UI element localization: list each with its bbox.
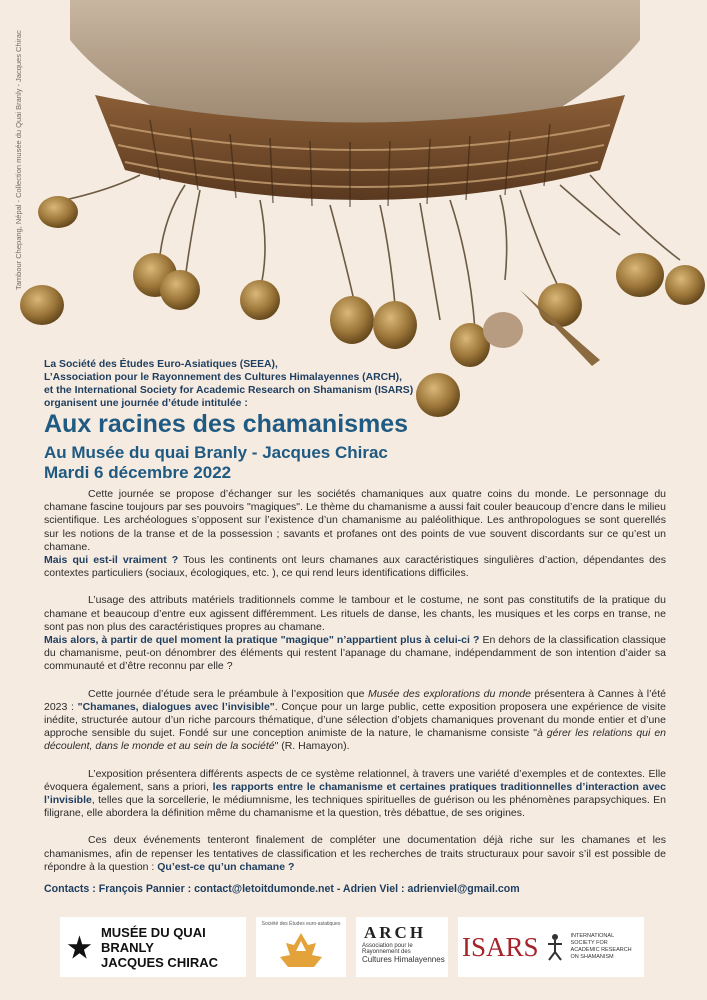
paragraph-text: présentera à Cannes à l’été 2023 : xyxy=(44,687,667,713)
question: Mais alors, à partir de quel moment la pratique "magique" n’appartient plus à celui-ci ? xyxy=(44,634,480,647)
arch-logo xyxy=(356,917,448,977)
paragraph-text: . Conçue pour un large public, cette exposition proposera une expérience de visite inédite, structurée autour d’un riche parcours thématique, d’une sélection d’objets chamaniques provenant du monde entier et d’une approche sensible du sujet. Fondé sur une conception animiste de la nature, le chamanisme consiste " xyxy=(44,700,666,740)
drum-photo xyxy=(0,0,707,420)
seea-logo xyxy=(256,917,346,977)
paragraph xyxy=(44,594,666,673)
paragraph-text: , telles que la sorcellerie, le médiumnisme, les techniques spirituelles de guérison ou les phénomènes parapsychiques. En filigrane, elle abordera la définition même du chamanisme et la question, très débattue, de ses origines. xyxy=(44,794,666,820)
intro-line: L’Association pour le Rayonnement des Cultures Himalayennes (ARCH), xyxy=(44,372,402,383)
event-date: Mardi 6 décembre 2022 xyxy=(44,463,232,482)
star-icon xyxy=(66,932,93,962)
logo-text: JACQUES CHIRAC xyxy=(100,954,218,970)
photo-credit: Tambour Chepang, Népal - Collection musée du Quai Branly - Jacques Chirac xyxy=(14,30,23,290)
logo-text: Société des Études euro-asiatiques xyxy=(261,921,341,927)
paragraph-text: Tous les continents ont leurs chamanes aux caractéristiques singulières d’action, dépendantes des contextes particuliers (sociaux, écologiques, etc. ), ce qui rend leurs identifications difficiles. xyxy=(44,554,667,580)
logo-text: Cultures Himalayennes xyxy=(362,955,445,964)
paragraph-text: En dehors de la classification classique du chamanisme, peut-on dénombrer des éléments qui restent l’apanage du chamane, indépendamment de son intention d’aider sa communauté et d’être reconnu par elle ? xyxy=(44,634,667,673)
logo-text: ARCH xyxy=(364,923,427,942)
event-venue: Au Musée du quai Branly - Jacques Chirac xyxy=(44,443,388,462)
paragraph-text: Cette journée d’étude sera le préambule à l’exposition que xyxy=(88,687,368,700)
logo-text: SOCIETY FOR xyxy=(570,940,608,946)
paragraph-text: Ces deux événements tenteront finalement de compléter une documentation déjà riche sur les chamanes et les chamanismes, afin de repenser les tentatives de classification et les recherches de traits structuraux pour savoir s’il est possible de répondre à la question : xyxy=(44,834,666,873)
paragraph xyxy=(44,688,666,754)
logo-text: ACADEMIC RESEARCH xyxy=(570,947,632,953)
quai-branly-logo xyxy=(60,917,246,977)
quote: à gérer les relations qui en découlent, dans le monde et au sein de la société xyxy=(44,727,666,753)
isars-logo xyxy=(458,917,644,977)
seea-emblem-icon xyxy=(256,927,346,973)
logo-text: ON SHAMANISM xyxy=(570,954,614,960)
exhibition-name: "Chamanes, dialogues avec l’invisible" xyxy=(77,700,275,713)
paragraph xyxy=(44,834,666,874)
contacts: Contacts : François Pannier : contact@letoitdumonde.net - Adrien Viel : adrienviel@gmail.com xyxy=(44,883,520,895)
intro-line: La Société des Études Euro-Asiatiques (SEEA), xyxy=(44,359,278,370)
question: Mais qui est-il vraiment ? xyxy=(44,554,179,567)
intro-line: organisent une journée d’étude intitulée : xyxy=(44,398,248,409)
shaman-figure-icon xyxy=(543,932,567,962)
paragraph-text: " (R. Hamayon). xyxy=(274,740,350,753)
logo-text: INTERNATIONAL xyxy=(570,933,615,939)
paragraph xyxy=(44,488,666,580)
logo-text: Association pour le Rayonnement des xyxy=(362,943,413,955)
paragraph xyxy=(44,768,666,821)
body-text xyxy=(44,488,666,888)
paragraph-text: L’usage des attributs matériels traditionnels comme le tambour et le costume, ne sont pas constitutifs de la pratique du chamane et beaucoup d’entre eux agissent différemment. Les rituels de danse, les chants, les musiques et les corps en transe, ne sont pas non plus des caractéristiques propres au chamane. xyxy=(44,594,666,633)
museum-name: Musée des explorations du monde xyxy=(367,687,531,700)
organizers-intro xyxy=(44,358,413,410)
logo-text: ISARS xyxy=(462,931,539,962)
paragraph-text: L’exposition présentera différents aspects de ce système relationnel, à travers une variété d’exemples et de contextes. Elle évoquera également, sans a priori, xyxy=(44,767,666,793)
emphasis: les rapports entre le chamanisme et certaines pratiques traditionnelles d’interaction avec l’invisible xyxy=(44,780,666,807)
logo-text: MUSÉE DU QUAI BRANLY xyxy=(100,924,206,955)
intro-line: et the International Society for Academic Research on Shamanism (ISARS) xyxy=(44,385,414,396)
paragraph-text: Cette journée se propose d’échanger sur les sociétés chamaniques aux quatre coins du monde. Le personnage du chamane fascine toujours par ses pouvoirs "magiques". Le thème du chamanisme a aussi fait couler beaucoup d’encre dans le milieu scientifique. Les archéologues s’opposent sur l’existence d’un chamanisme au paléolithique. Les anthropologues se sont querellés sur les notions de la transe et de la possession ; savants et profanes ont des points de vue souvent discordants sur ce qu’est un chamane. xyxy=(44,488,666,553)
event-title: Aux racines des chamanismes xyxy=(44,410,409,438)
question: Qu’est-ce qu’un chamane ? xyxy=(157,860,295,873)
